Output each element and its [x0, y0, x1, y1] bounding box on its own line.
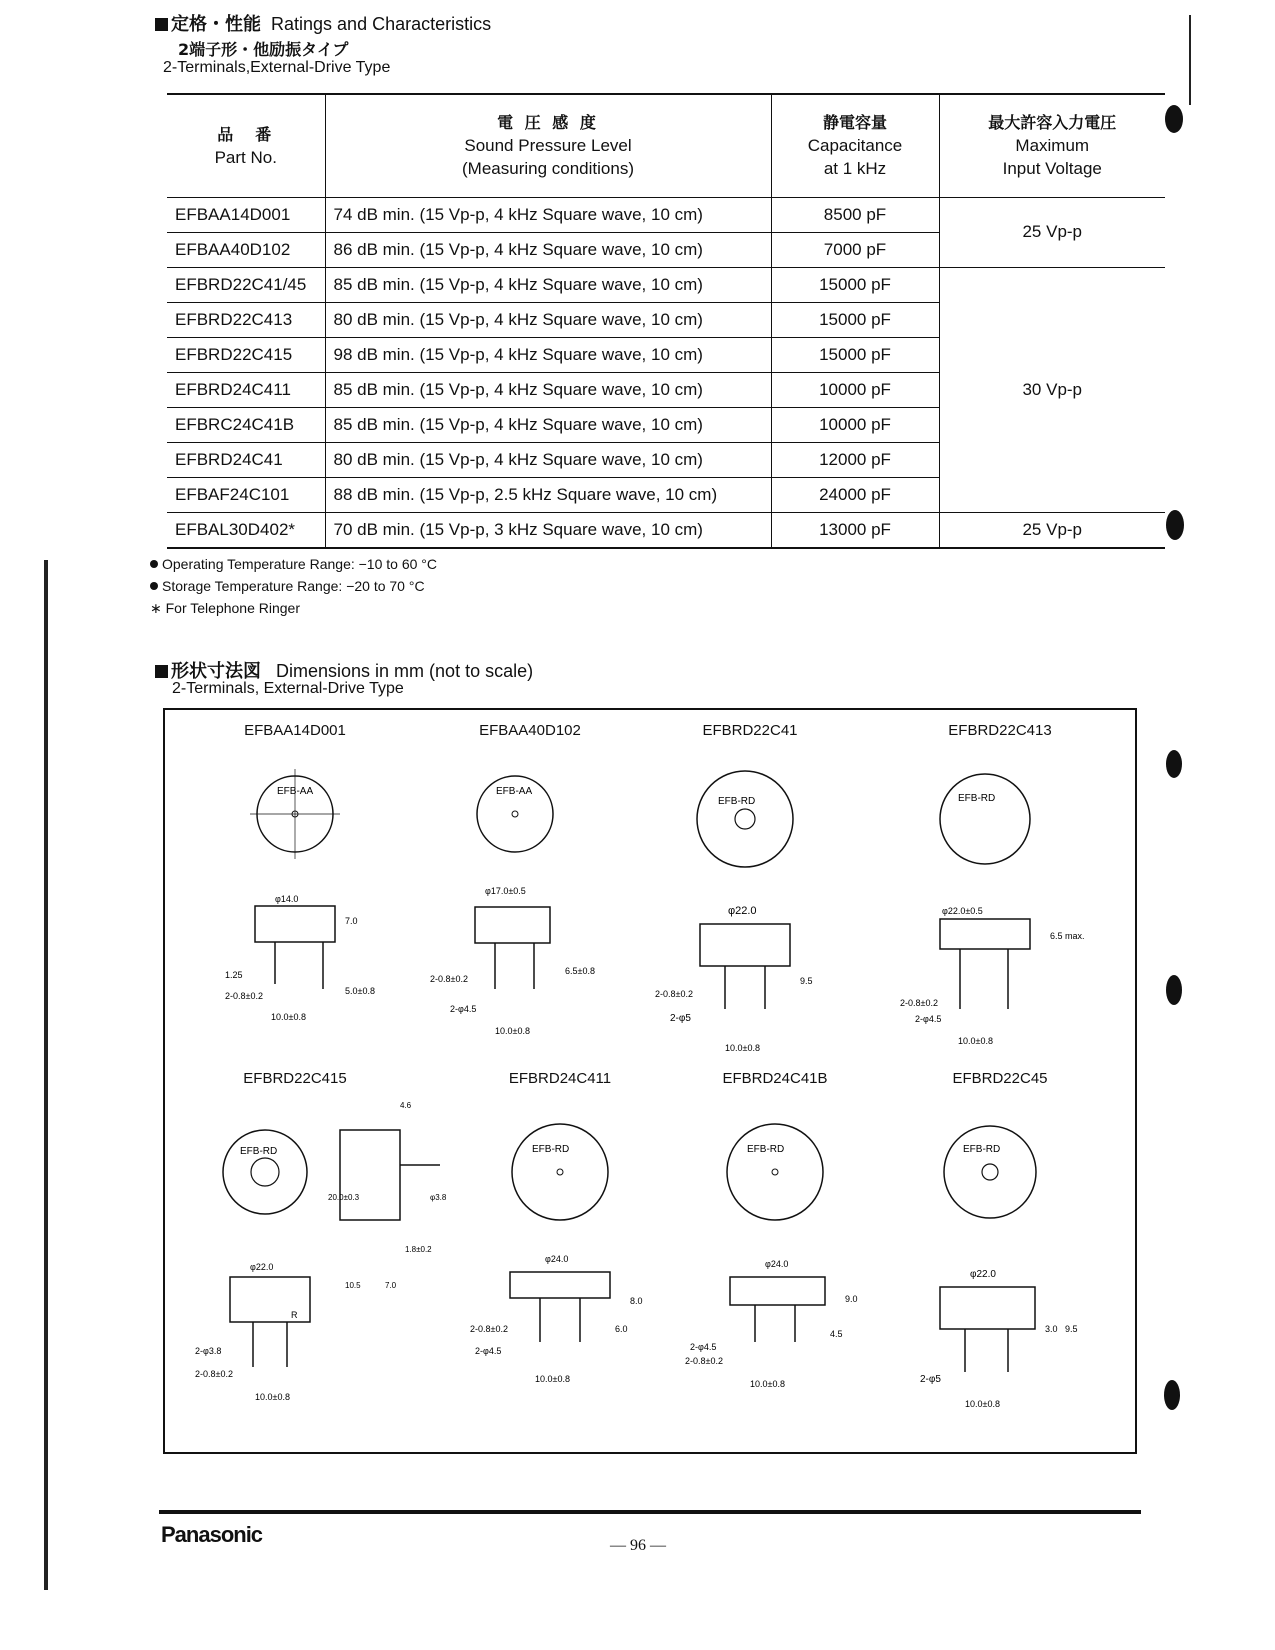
table-row: EFBAF24C101 88 dB min. (15 Vp-p, 2.5 kHz Square wave, 10 cm) 24000 pF: [167, 477, 1165, 512]
buzzer-drawing: [430, 744, 630, 1064]
pitch-text: 10.0±0.8: [271, 1012, 306, 1022]
punch-hole-mark: [1165, 105, 1183, 133]
dim-text: 9.0: [845, 1294, 858, 1304]
section-title-dimensions: 形状寸法図 Dimensions in mm (not to scale): [155, 657, 533, 683]
dim-text: 2-0.8±0.2: [470, 1324, 508, 1334]
label-text: EFB-AA: [277, 786, 314, 797]
dim-text: 1.8±0.2: [405, 1245, 432, 1254]
notes: [150, 553, 437, 619]
dim-text: 2-φ4.5: [475, 1346, 502, 1356]
buzzer-drawing: [900, 744, 1100, 1064]
label-text: EFB-RD: [718, 796, 756, 807]
brand-logo: Panasonic: [161, 1522, 263, 1547]
dim-text: 8.0: [630, 1296, 643, 1306]
en-subtitle: 2-Terminals,External-Drive Type: [163, 59, 391, 76]
section-title-ratings: 定格・性能 Ratings and Characteristics: [155, 10, 491, 36]
drawing-efbaa40d102: [430, 722, 630, 1062]
pitch-text: 10.0±0.8: [495, 1026, 530, 1036]
label-text: EFB-RD: [963, 1144, 1001, 1155]
header-max-voltage: 最大許容入力電圧 Maximum Input Voltage: [939, 94, 1165, 197]
dia-text: φ22.0: [728, 905, 757, 917]
dim-text: 1.25: [225, 970, 243, 980]
square-bullet-icon: [155, 18, 168, 31]
buzzer-drawing: [675, 1092, 875, 1422]
dim-text: 4.5: [830, 1329, 843, 1339]
ratings-table: [167, 93, 1165, 549]
label-text: EFB-RD: [958, 793, 996, 804]
dim-text: 6.5±0.8: [565, 966, 595, 976]
punch-hole-mark: [1166, 975, 1182, 1005]
drawing-efbrd22c413: [900, 722, 1100, 1062]
note-operating: Operating Temperature Range: −10 to 60 °C: [150, 553, 437, 575]
punch-hole-mark: [1166, 750, 1182, 778]
dim-text: φ3.8: [430, 1193, 447, 1202]
label-text: EFB-RD: [747, 1144, 785, 1155]
table-row: EFBRD24C41 80 dB min. (15 Vp-p, 4 kHz Square wave, 10 cm) 12000 pF: [167, 442, 1165, 477]
dia-text: φ24.0: [545, 1254, 569, 1264]
dia-text: φ14.0: [275, 894, 299, 904]
dim-text: 20.0±0.3: [328, 1193, 360, 1202]
dim-text: 9.5: [800, 976, 813, 986]
voltage-cell: 25 Vp-p: [939, 197, 1165, 267]
label-text: EFB-RD: [532, 1144, 570, 1155]
side-view-drawing: [320, 1090, 460, 1330]
drawing-efbrd24c41b: [675, 1070, 875, 1410]
dim-text: 2-φ4.5: [690, 1342, 717, 1352]
dia-text: φ22.0: [970, 1269, 996, 1280]
dim-text: 7.0: [385, 1281, 397, 1290]
pitch-text: 10.0±0.8: [958, 1036, 993, 1046]
dim-text: 5.0±0.8: [345, 986, 375, 996]
pitch-text: 10.0±0.8: [535, 1374, 570, 1384]
dim-text: 6.5 max.: [1050, 931, 1085, 941]
note-storage: Storage Temperature Range: −20 to 70 °C: [150, 575, 437, 597]
voltage-cell: 30 Vp-p: [939, 267, 1165, 512]
punch-hole-mark: [1164, 1380, 1180, 1410]
buzzer-drawing: [195, 744, 395, 1064]
label-text: EFB-RD: [240, 1146, 278, 1157]
drawing-efbrd24c411: [460, 1070, 660, 1410]
footer-rule: [159, 1510, 1141, 1514]
dia-text: φ22.0: [250, 1262, 274, 1272]
table-row: EFBRC24C41B 85 dB min. (15 Vp-p, 4 kHz Square wave, 10 cm) 10000 pF: [167, 407, 1165, 442]
jp-subtitle: 2端子形・他励振タイプ: [178, 40, 349, 59]
label-text: EFB-AA: [496, 786, 533, 797]
header-capacitance: 静電容量 Capacitance at 1 kHz: [771, 94, 939, 197]
buzzer-drawing: [460, 1092, 660, 1422]
drawing-efbrd22c41: [650, 722, 850, 1062]
bullet-icon: [150, 560, 158, 568]
page-number: — 96 —: [610, 1537, 666, 1554]
dim-text: 2-0.8±0.2: [225, 991, 263, 1001]
drawing-side-view: [320, 1090, 460, 1430]
buzzer-drawing: [650, 744, 850, 1064]
dim-text: 9.5: [1065, 1324, 1078, 1334]
pitch-text: 10.0±0.8: [750, 1379, 785, 1389]
dia-text: φ17.0±0.5: [485, 886, 526, 896]
table-row: EFBAA40D102 86 dB min. (15 Vp-p, 4 kHz Square wave, 10 cm) 7000 pF: [167, 232, 1165, 267]
drawing-title: EFBRD22C415: [243, 1070, 347, 1087]
pitch-text: 10.0±0.8: [725, 1043, 760, 1053]
header-part-no: 品 番 Part No.: [167, 94, 325, 197]
voltage-cell: 25 Vp-p: [939, 512, 1165, 548]
table-row: EFBRD22C41/45 85 dB min. (15 Vp-p, 4 kHz Square wave, 10 cm) 15000 pF 30 Vp-p: [167, 267, 1165, 302]
dim-text: 2-φ5: [670, 1013, 691, 1024]
drawing-title: EFBAA14D001: [244, 722, 346, 739]
dim-text: 2-φ5: [920, 1374, 941, 1385]
dim-text: 2-φ4.5: [450, 1004, 477, 1014]
table-row: EFBAA14D001 74 dB min. (15 Vp-p, 4 kHz Square wave, 10 cm) 8500 pF 25 Vp-p: [167, 197, 1165, 232]
buzzer-drawing: [900, 1092, 1100, 1422]
drawing-efbaa14d001: [195, 722, 395, 1062]
punch-hole-mark: [1166, 510, 1184, 540]
dim-text: 2-0.8±0.2: [195, 1369, 233, 1379]
dim-text: 6.0: [615, 1324, 628, 1334]
square-bullet-icon: [155, 665, 168, 678]
dia-text: φ24.0: [765, 1259, 789, 1269]
dia-text: φ22.0±0.5: [942, 906, 983, 916]
table-row: EFBRD22C413 80 dB min. (15 Vp-p, 4 kHz Square wave, 10 cm) 15000 pF: [167, 302, 1165, 337]
drawing-title: EFBRD22C413: [948, 722, 1052, 739]
table-row: EFBRD24C411 85 dB min. (15 Vp-p, 4 kHz Square wave, 10 cm) 10000 pF: [167, 372, 1165, 407]
dim-text: 2-0.8±0.2: [685, 1356, 723, 1366]
dim-text: 2-0.8±0.2: [655, 989, 693, 999]
scan-edge-mark: [44, 560, 48, 1590]
drawing-efbrd22c45: [900, 1070, 1100, 1410]
dim-text: 4.6: [400, 1101, 412, 1110]
drawing-title: EFBRD22C45: [952, 1070, 1048, 1087]
drawing-title: EFBRD24C411: [508, 1070, 612, 1087]
drawing-title: EFBAA40D102: [479, 722, 581, 739]
bullet-icon: [150, 582, 158, 590]
dim-text: 2-φ4.5: [915, 1014, 942, 1024]
dim-text: R: [291, 1310, 298, 1320]
table-row: EFBAL30D402* 70 dB min. (15 Vp-p, 3 kHz Square wave, 10 cm) 13000 pF 25 Vp-p: [167, 512, 1165, 548]
table-header-row: [167, 94, 1165, 197]
table-row: EFBRD22C415 98 dB min. (15 Vp-p, 4 kHz Square wave, 10 cm) 15000 pF: [167, 337, 1165, 372]
dim-text: 3.0: [1045, 1324, 1058, 1334]
dimension-drawings-box: [163, 708, 1137, 1454]
dim-text: 7.0: [345, 916, 358, 926]
scan-edge-mark: [1189, 15, 1191, 105]
note-telephone: ∗ For Telephone Ringer: [150, 600, 301, 616]
dimensions-subtitle: 2-Terminals, External-Drive Type: [172, 680, 404, 697]
dim-text: 2-0.8±0.2: [900, 998, 938, 1008]
drawing-title: EFBRD22C41: [702, 722, 798, 739]
dim-text: 2-0.8±0.2: [430, 974, 468, 984]
dim-text: 10.5: [345, 1281, 361, 1290]
drawing-title: EFBRD24C41B: [722, 1070, 828, 1087]
header-spl: 電 圧 感 度 Sound Pressure Level (Measuring conditions): [325, 94, 771, 197]
pitch-text: 10.0±0.8: [255, 1392, 290, 1402]
pitch-text: 10.0±0.8: [965, 1399, 1000, 1409]
dim-text: 2-φ3.8: [195, 1346, 222, 1356]
